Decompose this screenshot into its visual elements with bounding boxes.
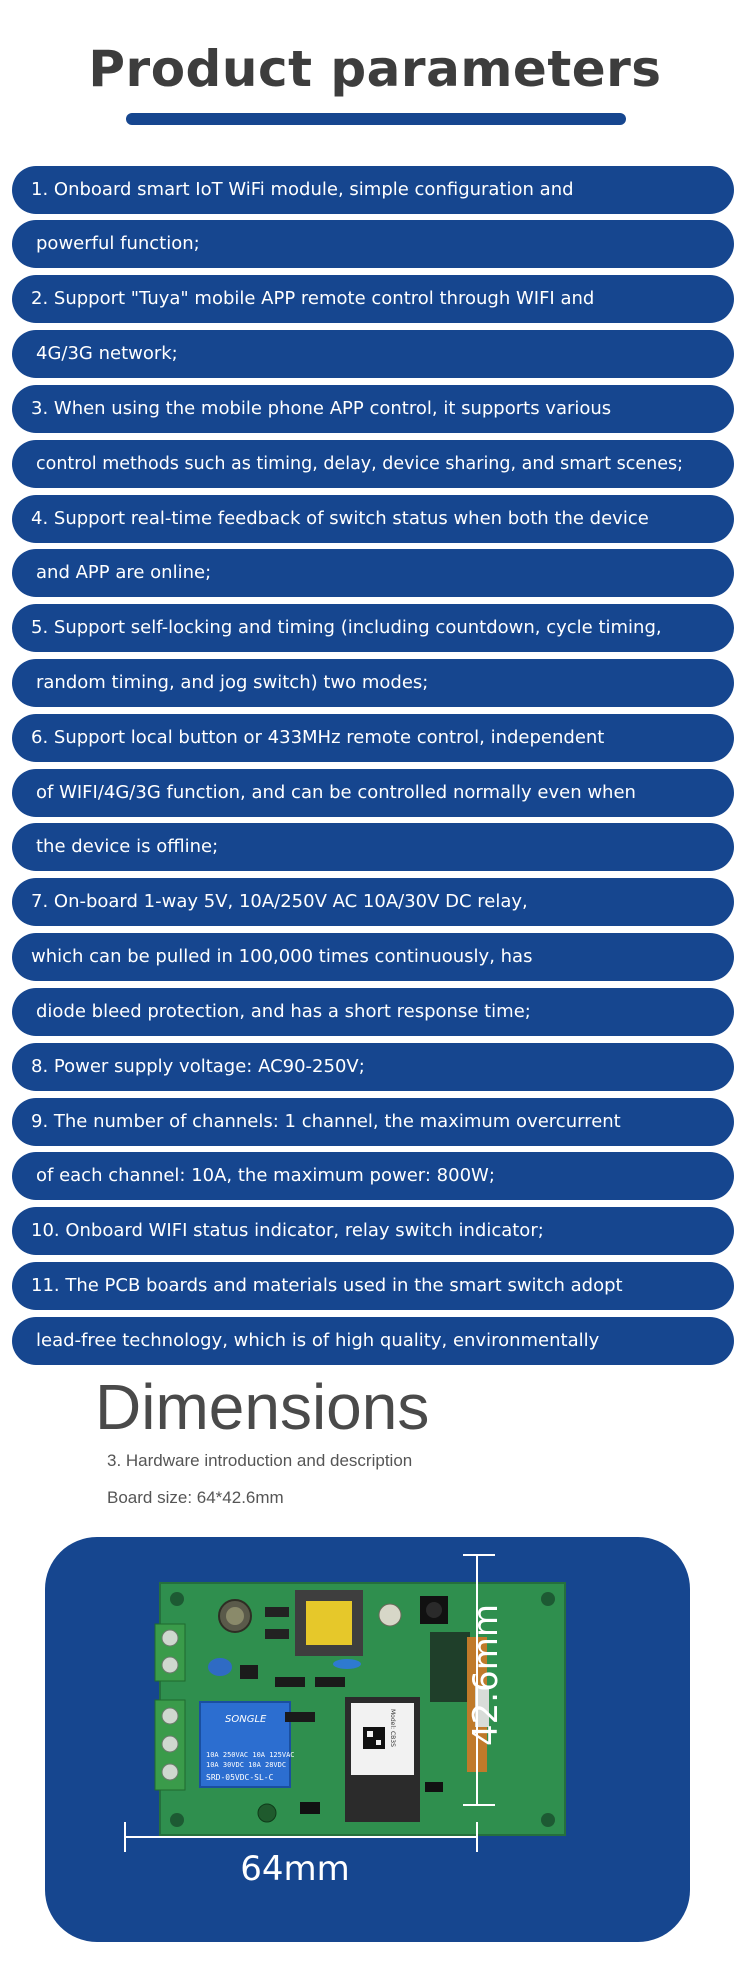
parameter-line: 10. Onboard WIFI status indicator, relay switch indicator; bbox=[12, 1207, 734, 1255]
hardware-intro-text: 3. Hardware introduction and description bbox=[107, 1451, 413, 1470]
title-underline bbox=[126, 113, 626, 125]
parameter-line: 8. Power supply voltage: AC90-250V; bbox=[12, 1043, 734, 1091]
dimensions-heading: Dimensions bbox=[95, 1371, 430, 1443]
parameter-line: and APP are online; bbox=[12, 549, 734, 597]
pcb-illustration bbox=[45, 1537, 690, 1942]
mounting-hole bbox=[541, 1592, 555, 1606]
parameter-line: 11. The PCB boards and materials used in the smart switch adopt bbox=[12, 1262, 734, 1310]
parameter-line: 3. When using the mobile phone APP control, it supports various bbox=[12, 385, 734, 433]
parameter-line: 5. Support self-locking and timing (including countdown, cycle timing, bbox=[12, 604, 734, 652]
mounting-hole bbox=[170, 1813, 184, 1827]
relay-rating-ac: 10A 250VAC 10A 125VAC bbox=[206, 1751, 295, 1759]
board-image-panel bbox=[45, 1537, 690, 1942]
rf-coil bbox=[430, 1632, 470, 1702]
wifi-module-model: Model: CB3S bbox=[389, 1709, 396, 1747]
relay-brand: SONGLE bbox=[225, 1714, 267, 1725]
mounting-hole bbox=[541, 1813, 555, 1827]
parameter-line: diode bleed protection, and has a short response time; bbox=[12, 988, 734, 1036]
parameter-line: which can be pulled in 100,000 times continuously, has bbox=[12, 933, 734, 981]
blue-capacitor bbox=[208, 1658, 232, 1676]
parameter-line: 4. Support real-time feedback of switch status when both the device bbox=[12, 495, 734, 543]
parameter-line: 6. Support local button or 433MHz remote control, independent bbox=[12, 714, 734, 762]
parameter-line: 9. The number of channels: 1 channel, the maximum overcurrent bbox=[12, 1098, 734, 1146]
mounting-hole bbox=[170, 1592, 184, 1606]
page-title: Product parameters bbox=[88, 40, 662, 98]
parameter-line: 2. Support "Tuya" mobile APP remote control through WIFI and bbox=[12, 275, 734, 323]
parameter-line: 4G/3G network; bbox=[12, 330, 734, 378]
parameter-line: control methods such as timing, delay, device sharing, and smart scenes; bbox=[12, 440, 734, 488]
relay-model: SRD-05VDC-SL-C bbox=[206, 1773, 274, 1782]
parameter-line: 7. On-board 1-way 5V, 10A/250V AC 10A/30V DC relay, bbox=[12, 878, 734, 926]
parameter-line: random timing, and jog switch) two modes; bbox=[12, 659, 734, 707]
parameter-line: of each channel: 10A, the maximum power: 800W; bbox=[12, 1152, 734, 1200]
parameter-line: of WIFI/4G/3G function, and can be controlled normally even when bbox=[12, 769, 734, 817]
led-indicator bbox=[379, 1604, 401, 1626]
parameter-line: 1. Onboard smart IoT WiFi module, simple configuration and bbox=[12, 166, 734, 214]
width-label: 64mm bbox=[240, 1849, 350, 1889]
parameter-line: powerful function; bbox=[12, 220, 734, 268]
parameter-line: the device is offline; bbox=[12, 823, 734, 871]
relay-rating-dc: 10A 30VDC 10A 28VDC bbox=[206, 1761, 287, 1769]
height-label: 42.6mm bbox=[466, 1604, 506, 1746]
parameter-line: lead-free technology, which is of high quality, environmentally bbox=[12, 1317, 734, 1365]
board-size-text: Board size: 64*42.6mm bbox=[107, 1488, 284, 1507]
